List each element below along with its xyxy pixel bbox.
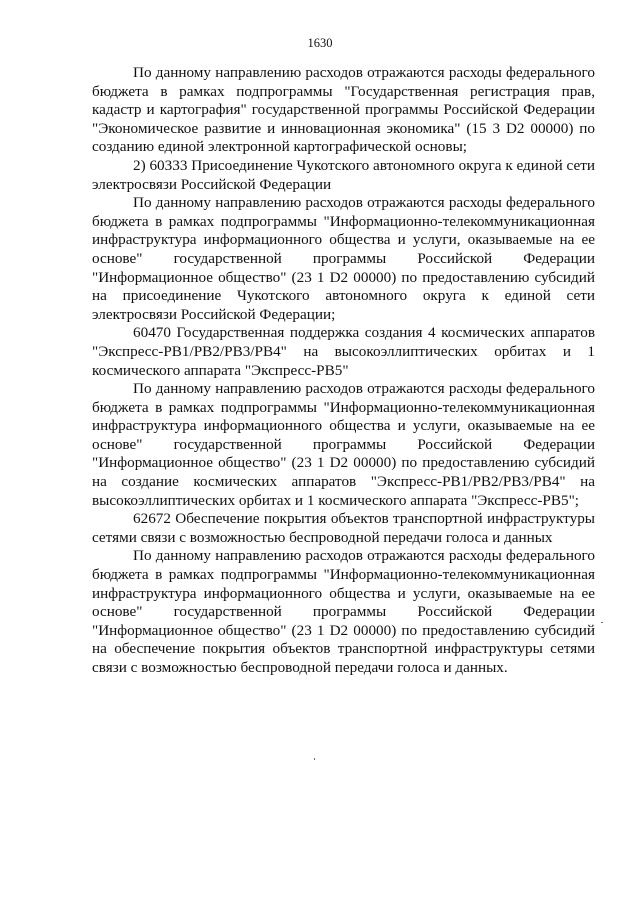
scan-speck bbox=[601, 622, 603, 623]
paragraph-5: По данному направлению расходов отражаются расходы федерального бюджета в рамках подпрограммы "Информационно-телекоммуникационная инфраструктура информационного общества и услуги, оказываемые на ее основе" государственной программы Российской Федерации "Информационное общество" (23 1 D2 00000) по предоставлению субсидий на создание космических аппаратов "Экспресс-РВ1/РВ2/РВ3/РВ4" на высокоэллиптических орбитах и 1 космического аппарата "Экспресс-РВ5"; bbox=[92, 380, 595, 509]
paragraph-4-heading: 60470 Государственная поддержка создания 4 космических аппаратов "Экспресс-РВ1/РВ2/РВ3/РВ4" на высокоэллиптических орбитах и 1 космического аппарата "Экспресс-РВ5" bbox=[92, 324, 595, 379]
paragraph-6-heading: 62672 Обеспечение покрытия объектов транспортной инфраструктуры сетями связи с возможностью беспроводной передачи голоса и данных bbox=[92, 510, 595, 546]
paragraph-7: По данному направлению расходов отражаются расходы федерального бюджета в рамках подпрограммы "Информационно-телекоммуникационная инфраструктура информационного общества и услуги, оказываемые на ее основе" государственной программы Российской Федерации "Информационное общество" (23 1 D2 00000) по предоставлению субсидий на обеспечение покрытия объектов транспортной инфраструктуры сетями связи с возможностью беспроводной передачи голоса и данных. bbox=[92, 547, 595, 676]
page-number: 1630 bbox=[307, 36, 333, 50]
document-body bbox=[92, 64, 595, 678]
paragraph-2-heading: 2) 60333 Присоединение Чукотского автономного округа к единой сети электросвязи Российской Федерации bbox=[92, 156, 595, 193]
paragraph-3: По данному направлению расходов отражаются расходы федерального бюджета в рамках подпрограммы "Информационно-телекоммуникационная инфраструктура информационного общества и услуги, оказываемые на ее основе" государственной программы Российской Федерации "Информационное общество" (23 1 D2 00000) по предоставлению субсидий на присоединение Чукотского автономного округа к единой сети электросвязи Российской Федерации; bbox=[92, 194, 595, 323]
scan-speck bbox=[314, 758, 315, 760]
paragraph-1: По данному направлению расходов отражаются расходы федерального бюджета в рамках подпрограммы "Государственная регистрация прав, кадастр и картография" государственной программы Российской Федерации "Экономическое развитие и инновационная экономика" (15 3 D2 00000) по созданию единой электронной картографической основы; bbox=[92, 64, 595, 156]
